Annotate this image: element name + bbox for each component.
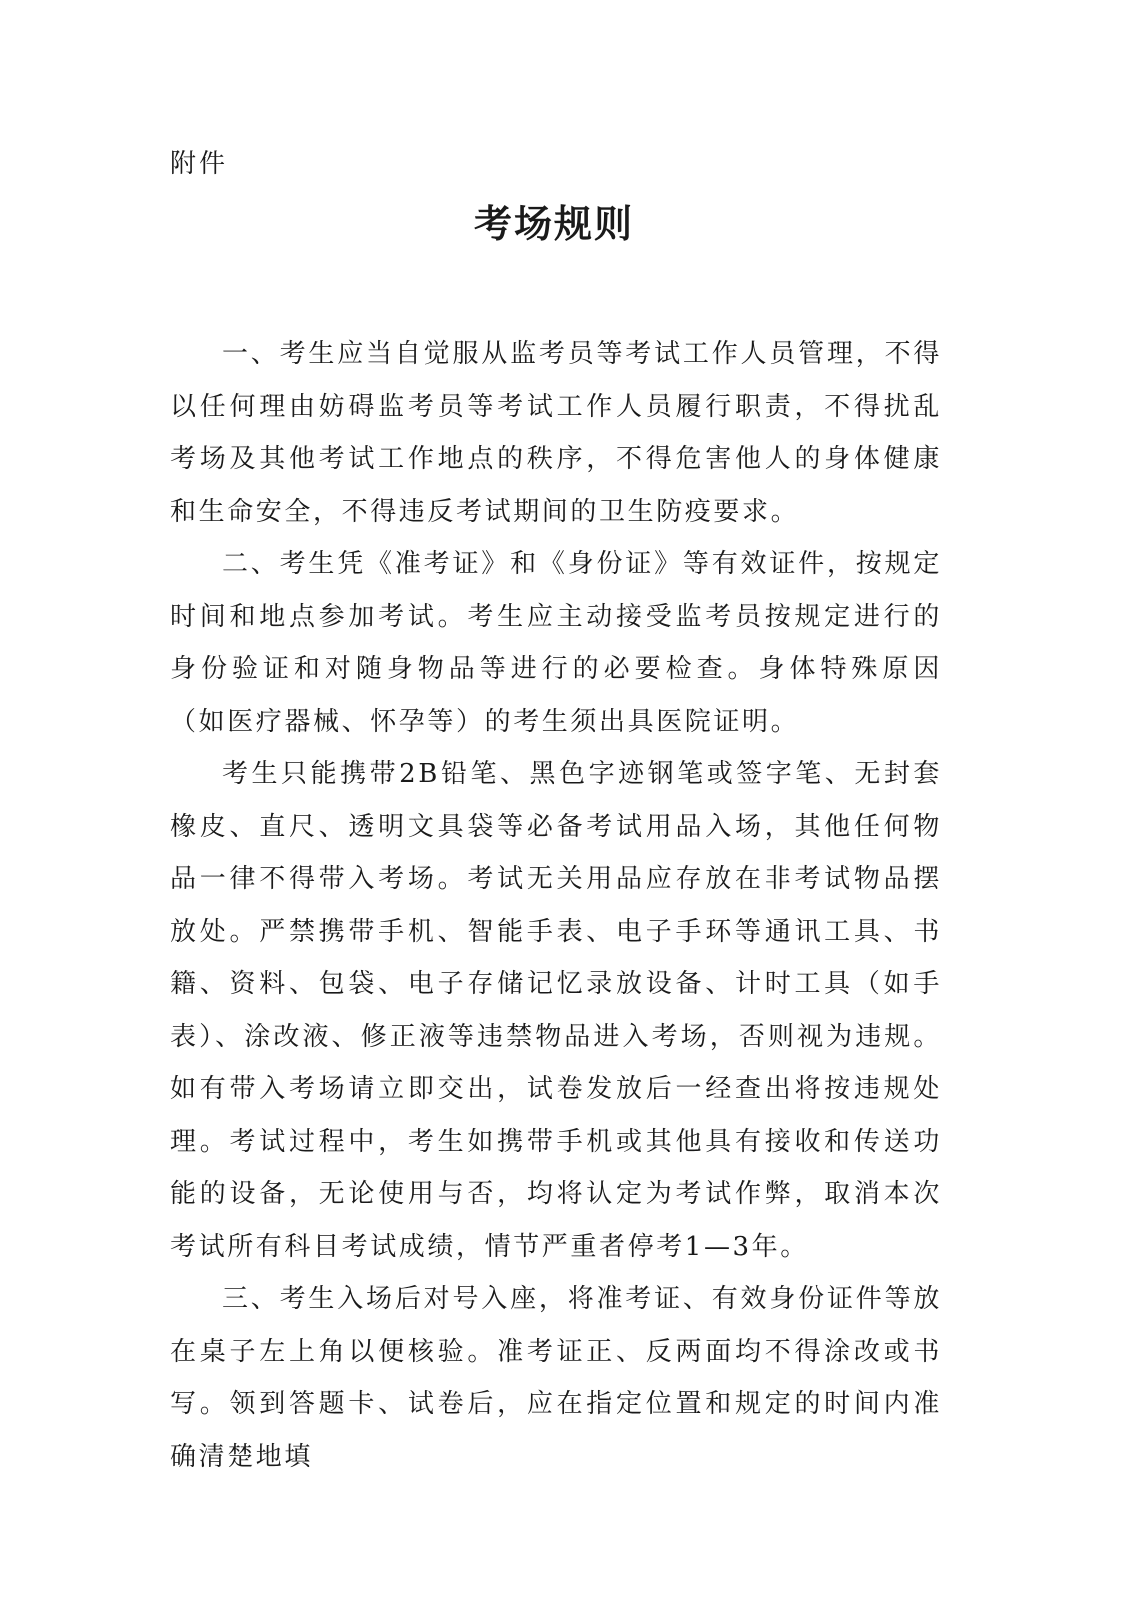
document-title: 考场规则: [473, 201, 634, 246]
paragraph-rule-1: 一、考生应当自觉服从监考员等考试工作人员管理，不得以任何理由妨碍监考员等考试工作人员履行职责，不得扰乱考场及其他考试工作地点的秩序，不得危害他人的身体健康和生命安全，不得违反考试期间的卫生防疫要求。: [170, 339, 942, 527]
attachment-label: 附件: [170, 149, 229, 179]
paragraph-rule-2: 二、考生凭《准考证》和《身份证》等有效证件，按规定时间和地点参加考试。考生应主动接受监考员按规定进行的身份验证和对随身物品等进行的必要检查。身体特殊原因（如医疗器械、怀孕等）的考生须出具医院证明。: [170, 549, 942, 737]
paragraph-rule-3: 三、考生入场后对号入座，将准考证、有效身份证件等放在桌子左上角以便核验。准考证正、反两面均不得涂改或书写。领到答题卡、试卷后，应在指定位置和规定的时间内准确清楚地填: [170, 1284, 942, 1472]
document-body: [170, 328, 942, 1483]
paragraph-allowed-items: 考生只能携带2B铅笔、黑色字迹钢笔或签字笔、无封套橡皮、直尺、透明文具袋等必备考试用品入场，其他任何物品一律不得带入考场。考试无关用品应存放在非考试物品摆放处。严禁携带手机、智能手表、电子手环等通讯工具、书籍、资料、包袋、电子存储记忆录放设备、计时工具（如手表）、涂改液、修正液等违禁物品进入考场，否则视为违规。如有带入考场请立即交出，试卷发放后一经查出将按违规处理。考试过程中，考生如携带手机或其他具有接收和传送功能的设备，无论使用与否，均将认定为考试作弊，取消本次考试所有科目考试成绩，情节严重者停考1—3年。: [170, 759, 942, 1262]
